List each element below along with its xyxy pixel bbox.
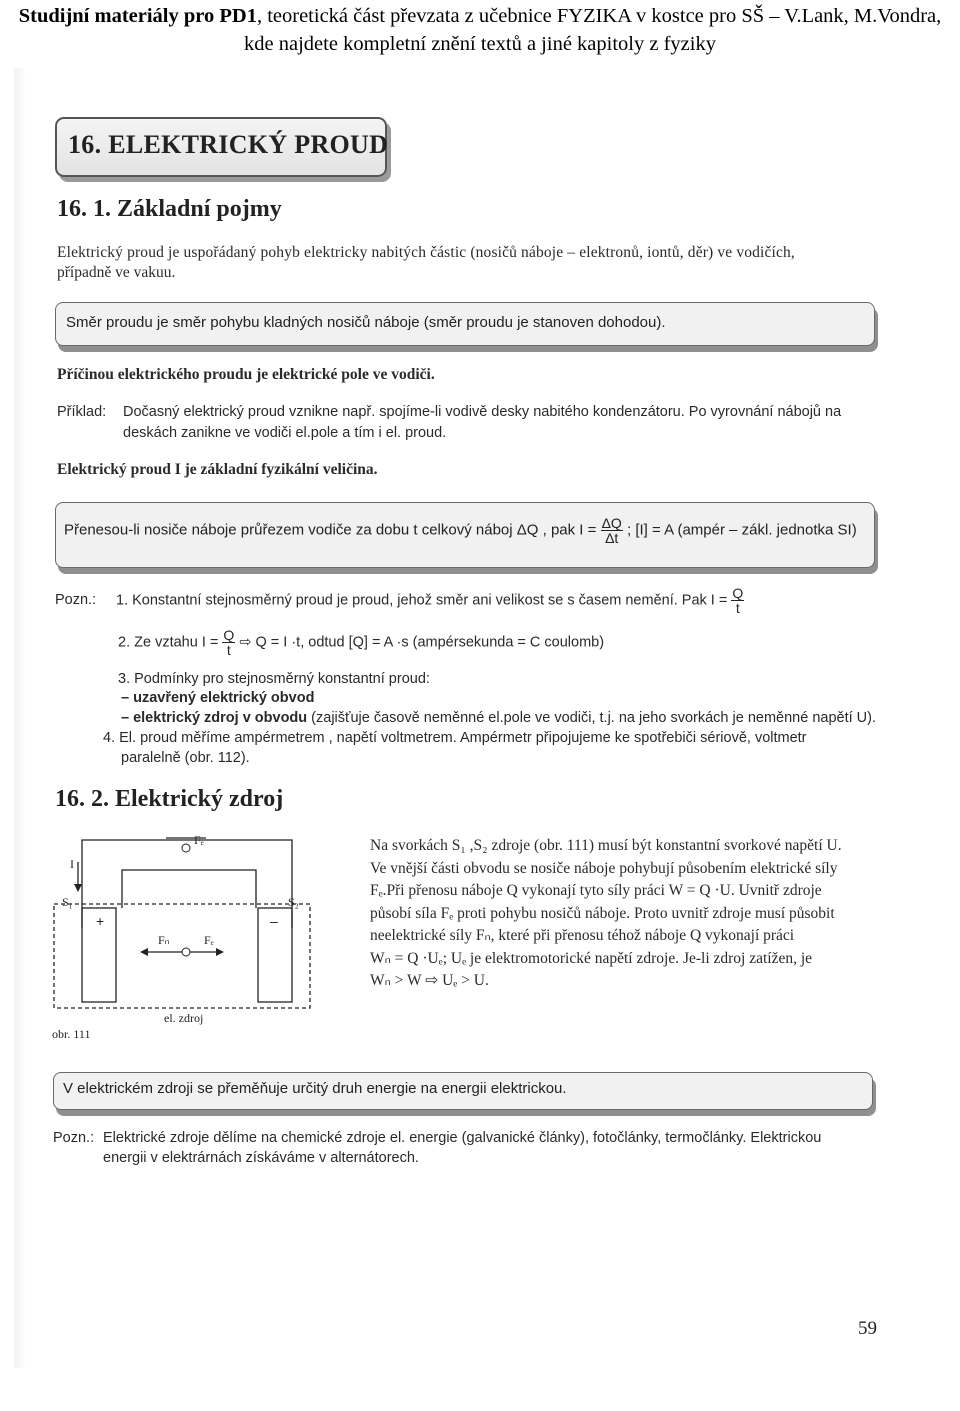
caption-figure: obr. 111 bbox=[52, 1027, 91, 1041]
note-2-fraction bbox=[222, 628, 235, 657]
source-line-7: Wₙ > W ⇨ Uₑ > U. bbox=[370, 972, 489, 989]
example-label: Příklad: bbox=[57, 404, 107, 420]
circuit-figure bbox=[48, 828, 320, 1044]
note-1-fraction bbox=[731, 586, 744, 615]
section-1-heading: 16. 1. Základní pojmy bbox=[57, 196, 282, 222]
label-minus: – bbox=[270, 913, 278, 929]
scan-shadow bbox=[14, 68, 26, 1368]
fe-arrowhead bbox=[216, 948, 224, 956]
notes-label: Pozn.: bbox=[55, 592, 97, 608]
caption-source: el. zdroj bbox=[164, 1011, 204, 1025]
example-line-1: Dočasný elektrický proud vznikne např. spojíme-li vodivě desky nabitého kondenzátoru. Po vyrovnání nábojů na bbox=[123, 404, 842, 420]
charge-inside bbox=[182, 948, 190, 956]
label-plus: + bbox=[96, 913, 105, 929]
inner-frame bbox=[122, 870, 256, 908]
page-number: 59 bbox=[858, 1318, 877, 1339]
page-header bbox=[0, 2, 960, 58]
current-fraction-den: Δt bbox=[605, 530, 619, 546]
header-rest: , teoretická část převzata z učebnice FYZIKA v kostce pro SŠ – V.Lank, M.Vondra, bbox=[256, 5, 942, 27]
note-1-num: Q bbox=[732, 585, 744, 601]
example-line-2: deskách zanikne ve vodiči el.pole a tím i el. proud. bbox=[123, 425, 447, 441]
note-2-den: t bbox=[226, 642, 231, 658]
label-Fn: Fₙ bbox=[158, 933, 170, 947]
source-paragraph bbox=[370, 835, 890, 993]
current-definition bbox=[64, 516, 857, 545]
label-S2: S₂ bbox=[288, 895, 299, 909]
label-I: I bbox=[70, 857, 74, 871]
cause-text: Příčinou elektrického proudu je elektrické pole ve vodiči. bbox=[57, 366, 435, 383]
fn-arrowhead bbox=[140, 948, 148, 956]
label-Fe-top: Fₑ bbox=[194, 833, 204, 847]
direction-text: Směr proudu je směr pohybu kladných nosičů náboje (směr proudu je stanoven dohodou). bbox=[66, 314, 666, 331]
current-fraction bbox=[601, 516, 623, 545]
source-line-1: Na svorkách S₁ ,S₂ zdroje (obr. 111) musí být konstantní svorkové napětí U. bbox=[370, 837, 842, 854]
energy-text: V elektrickém zdroji se přeměňuje určitý druh energie na energii elektrickou. bbox=[63, 1080, 567, 1097]
header-bold: Studijní materiály pro PD1 bbox=[18, 5, 257, 27]
note-3: 3. Podmínky pro stejnosměrný konstantní proud: bbox=[118, 671, 430, 687]
source-line-3: Fₑ.Při přenosu náboje Q vykonají tyto síly práci W = Q ·U. Uvnitř zdroje bbox=[370, 882, 822, 899]
note-3b-rest: (zajišťuje časově neměnné el.pole ve vodiči, t.j. na jeho svorkách je neměnné napětí U). bbox=[307, 710, 876, 726]
header-line-1 bbox=[0, 2, 960, 30]
note-4-line-2: paralelně (obr. 112). bbox=[121, 750, 250, 766]
note-2-num: Q bbox=[223, 627, 235, 643]
definition-line-1: Elektrický proud je uspořádaný pohyb elektricky nabitých částic (nosičů náboje – elektronů, iontů, děr) ve vodičích, bbox=[57, 244, 795, 261]
source-line-2: Ve vnější části obvodu se nosiče náboje pohybují působením elektrické síly bbox=[370, 859, 838, 877]
current-definition-tail: ; [I] = A (ampér – zákl. jednotka SI) bbox=[627, 521, 857, 539]
charge-outside bbox=[182, 844, 190, 852]
section-2-note-line-1: Elektrické zdroje dělíme na chemické zdroje el. energie (galvanické články), fotočlánky, termočlánky. Elektrickou bbox=[103, 1130, 822, 1146]
source-line-4: působí síla Fₑ proti pohybu nosičů náboje. Proto uvnitř zdroje musí působit bbox=[370, 904, 835, 922]
note-2 bbox=[118, 628, 604, 657]
definition-line-2: případně ve vakuu. bbox=[57, 264, 176, 281]
outer-circuit-wire bbox=[82, 840, 292, 928]
note-4-line-1: 4. El. proud měříme ampérmetrem , napětí voltmetrem. Ampérmetr připojujeme ke spotřebiči sériově, voltmetr bbox=[103, 730, 807, 746]
section-2-notes-label: Pozn.: bbox=[53, 1130, 95, 1146]
source-line-6: Wₙ = Q ·Uₑ; Uₑ je elektromotorické napětí zdroje. Je-li zdroj zatížen, je bbox=[370, 949, 813, 967]
note-1 bbox=[116, 586, 744, 615]
note-1-text: 1. Konstantní stejnosměrný proud je proud, jehož směr ani velikost se s časem nemění. Pak I = bbox=[116, 592, 728, 609]
label-S1: S₁ bbox=[62, 895, 73, 909]
note-3b-bold: – elektrický zdroj v obvodu bbox=[121, 710, 308, 726]
quantity-text: Elektrický proud I je základní fyzikální veličina. bbox=[57, 461, 378, 478]
label-Fe-inside: Fₑ bbox=[204, 933, 214, 947]
header-line-2: kde najdete kompletní znění textů a jiné kapitoly z fyziky bbox=[244, 33, 716, 55]
note-2-rest: ⇨ Q = I ·t, odtud [Q] = A ·s (ampérsekunda = C coulomb) bbox=[239, 634, 605, 651]
note-1-den: t bbox=[735, 600, 740, 616]
current-arrowhead bbox=[74, 884, 82, 892]
section-2-note-line-2: energii v elektrárnách získáváme v alternátorech. bbox=[103, 1150, 419, 1166]
note-3b bbox=[121, 710, 876, 726]
note-2-prefix: 2. Ze vztahu I = bbox=[118, 634, 219, 651]
chapter-title: 16. ELEKTRICKÝ PROUD bbox=[68, 130, 389, 159]
note-3a: – uzavřený elektrický obvod bbox=[121, 690, 315, 706]
current-definition-text: Přenesou-li nosiče náboje průřezem vodiče za dobu t celkový náboj ΔQ , pak I = bbox=[64, 521, 597, 539]
source-line-5: neelektrické síly Fₙ, které při přenosu téhož náboje Q vykonají práci bbox=[370, 927, 795, 944]
section-2-heading: 16. 2. Elektrický zdroj bbox=[55, 786, 284, 812]
current-fraction-num: ΔQ bbox=[601, 515, 622, 531]
